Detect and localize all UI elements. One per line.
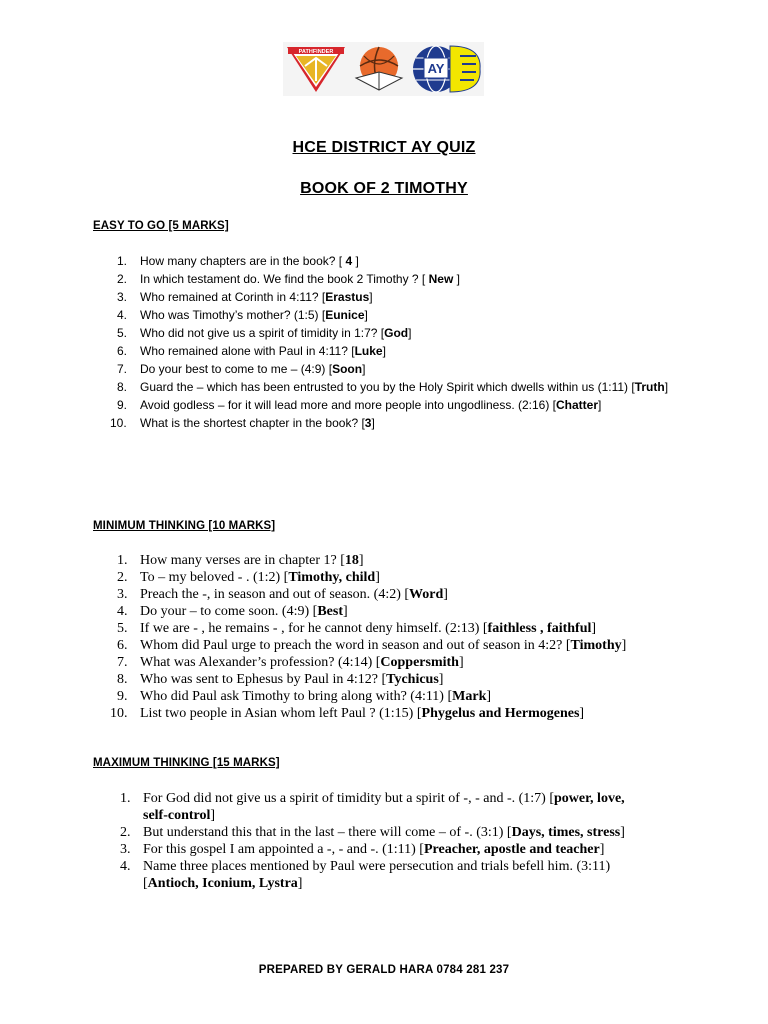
question-item bbox=[93, 637, 693, 654]
answer-bracket-close: ] bbox=[443, 587, 448, 602]
question-text: Who was Timothy’s mother? (1:5) [ bbox=[140, 308, 326, 322]
question-item bbox=[93, 841, 653, 858]
question-number: 3. bbox=[120, 842, 131, 857]
answer-bracket-close: ] bbox=[342, 604, 348, 619]
answer-bracket-close: ] bbox=[210, 808, 216, 823]
ay-globe-logo bbox=[410, 44, 482, 94]
question-number: 9. bbox=[117, 398, 128, 412]
question-number: 8. bbox=[117, 380, 128, 394]
question-number: 8. bbox=[117, 672, 128, 687]
answer-bracket-close: ] bbox=[369, 290, 373, 304]
question-text: Who did not give us a spirit of timidity in 1:7? [ bbox=[140, 326, 385, 340]
page-title: HCE DISTRICT AY QUIZ bbox=[292, 139, 476, 156]
question-list-maximum bbox=[93, 790, 653, 892]
answer-bracket-close: ] bbox=[453, 272, 460, 286]
question-number: 2. bbox=[120, 825, 131, 840]
answer-bracket-close: ] bbox=[358, 553, 364, 568]
question-item bbox=[93, 414, 693, 432]
answer-text: 18 bbox=[344, 553, 359, 568]
pathfinder-logo bbox=[285, 44, 347, 94]
answer-bracket-close: ] bbox=[352, 254, 359, 268]
answer-text: Coppersmith bbox=[380, 655, 459, 670]
question-number: 4. bbox=[117, 308, 128, 322]
question-number: 4. bbox=[117, 604, 128, 619]
ay-logo-text: AY bbox=[427, 61, 445, 76]
answer-text: 3 bbox=[364, 416, 372, 430]
header-logos bbox=[283, 42, 484, 96]
answer-bracket-close: ] bbox=[362, 362, 366, 376]
answer-text: Erastus bbox=[325, 290, 370, 304]
question-number: 6. bbox=[117, 344, 128, 358]
question-text: Guard the – which has been entrusted to you by the Holy Spirit which dwells within us (1:11) [ bbox=[140, 380, 635, 394]
answer-bracket-close: ] bbox=[382, 344, 386, 358]
question-number: 4. bbox=[120, 859, 131, 874]
question-item bbox=[93, 306, 693, 324]
answer-text: Antioch, Iconium, Lystra bbox=[147, 876, 298, 891]
question-item bbox=[93, 824, 653, 841]
question-number: 10. bbox=[110, 706, 128, 721]
answer-text: power, love, self-control bbox=[143, 791, 625, 823]
answer-bracket-close: ] bbox=[621, 638, 627, 653]
answer-bracket-close: ] bbox=[458, 655, 464, 670]
question-text: If we are - , he remains - , for he cannot deny himself. (2:13) [ bbox=[140, 621, 488, 636]
answer-text: Mark bbox=[452, 689, 487, 704]
question-text: To – my beloved - . (1:2) [ bbox=[140, 570, 289, 585]
question-text: Who did Paul ask Timothy to bring along with? (4:11) [ bbox=[140, 689, 453, 704]
answer-text: Eunice bbox=[325, 308, 365, 322]
question-number: 6. bbox=[117, 638, 128, 653]
answer-text: Days, times, stress bbox=[511, 825, 621, 840]
answer-bracket-close: ] bbox=[375, 570, 380, 585]
question-item bbox=[93, 324, 693, 342]
question-number: 5. bbox=[117, 621, 128, 636]
question-item bbox=[93, 252, 693, 270]
question-text: Who was sent to Ephesus by Paul in 4:12? [ bbox=[140, 672, 387, 687]
answer-text: Soon bbox=[332, 362, 363, 376]
answer-text: 4 bbox=[345, 254, 353, 268]
answer-text: faithless , faithful bbox=[487, 621, 592, 636]
section-heading-maximum: MAXIMUM THINKING [15 MARKS] bbox=[93, 757, 280, 769]
question-list-easy bbox=[93, 252, 693, 432]
answer-bracket-close: ] bbox=[620, 825, 625, 840]
question-text: How many verses are in chapter 1? [ bbox=[140, 553, 345, 568]
question-item bbox=[93, 569, 693, 586]
question-item bbox=[93, 396, 693, 414]
answer-text: Luke bbox=[354, 344, 383, 358]
question-number: 7. bbox=[117, 362, 128, 376]
question-number: 1. bbox=[117, 254, 128, 268]
question-number: 7. bbox=[117, 655, 128, 670]
answer-text: Best bbox=[317, 604, 343, 619]
answer-text: Word bbox=[409, 587, 444, 602]
answer-bracket-close: ] bbox=[371, 416, 375, 430]
footer-credit: PREPARED BY GERALD HARA 0784 281 237 bbox=[258, 964, 510, 976]
question-number: 3. bbox=[117, 290, 128, 304]
answer-bracket-close: ] bbox=[438, 672, 444, 687]
question-text: Preach the -, in season and out of season. (4:2) [ bbox=[140, 587, 410, 602]
answer-bracket-close: ] bbox=[591, 621, 597, 636]
answer-text: Truth bbox=[634, 380, 665, 394]
answer-bracket-close: ] bbox=[486, 689, 492, 704]
question-text: How many chapters are in the book? [ bbox=[140, 254, 346, 268]
question-item bbox=[93, 360, 693, 378]
question-number: 10. bbox=[110, 416, 127, 430]
question-text: Who remained at Corinth in 4:11? [ bbox=[140, 290, 326, 304]
question-text: For God did not give us a spirit of timidity but a spirit of -, - and -. (1:7) [ bbox=[143, 791, 555, 806]
question-text: In which testament do. We find the book 2 Timothy ? [ bbox=[140, 272, 429, 286]
answer-text: New bbox=[428, 272, 454, 286]
question-item bbox=[93, 603, 693, 620]
question-text: What is the shortest chapter in the book? [ bbox=[140, 416, 365, 430]
question-item bbox=[93, 671, 693, 688]
question-text: Who remained alone with Paul in 4:11? [ bbox=[140, 344, 355, 358]
section-heading-minimum: MINIMUM THINKING [10 MARKS] bbox=[93, 520, 276, 532]
question-number: 2. bbox=[117, 272, 128, 286]
answer-text: Tychicus bbox=[386, 672, 439, 687]
answer-bracket-close: ] bbox=[579, 706, 585, 721]
question-text: Name three places mentioned by Paul were persecution and trials befell him. (3:11) [ bbox=[143, 859, 611, 891]
question-list-minimum bbox=[93, 552, 693, 722]
answer-text: Timothy, child bbox=[288, 570, 376, 585]
question-item bbox=[93, 705, 693, 722]
question-text: But understand this that in the last – there will come – of -. (3:1) [ bbox=[143, 825, 512, 840]
question-number: 2. bbox=[117, 570, 128, 585]
question-item bbox=[93, 620, 693, 637]
question-item bbox=[93, 378, 693, 396]
answer-text: Preacher, apostle and teacher bbox=[423, 842, 600, 857]
question-item bbox=[93, 688, 693, 705]
page-subtitle: BOOK OF 2 TIMOTHY bbox=[300, 180, 468, 197]
question-item bbox=[93, 586, 693, 603]
answer-text: God bbox=[384, 326, 409, 340]
question-number: 3. bbox=[117, 587, 128, 602]
question-number: 1. bbox=[117, 553, 128, 568]
basketball-book-icon bbox=[350, 44, 408, 94]
question-number: 5. bbox=[117, 326, 128, 340]
question-item bbox=[93, 552, 693, 569]
answer-bracket-close: ] bbox=[297, 876, 303, 891]
question-item bbox=[93, 270, 693, 288]
question-item bbox=[93, 288, 693, 306]
answer-bracket-close: ] bbox=[599, 842, 605, 857]
answer-bracket-close: ] bbox=[664, 380, 669, 394]
answer-bracket-close: ] bbox=[364, 308, 368, 322]
question-item bbox=[93, 654, 693, 671]
question-text: Do your best to come to me – (4:9) [ bbox=[140, 362, 333, 376]
question-number: 1. bbox=[120, 791, 131, 806]
question-text: For this gospel I am appointed a -, - and -. (1:11) [ bbox=[143, 842, 424, 857]
question-number: 9. bbox=[117, 689, 128, 704]
question-item bbox=[93, 342, 693, 360]
question-text: What was Alexander’s profession? (4:14) [ bbox=[140, 655, 381, 670]
question-item bbox=[93, 790, 653, 824]
answer-bracket-close: ] bbox=[408, 326, 412, 340]
pathfinder-logo-text: PATHFINDER bbox=[298, 49, 334, 55]
question-item bbox=[93, 858, 653, 892]
question-text: Whom did Paul urge to preach the word in season and out of season in 4:2? [ bbox=[140, 638, 571, 653]
answer-text: Phygelus and Hermogenes bbox=[421, 706, 580, 721]
question-text: Do your – to come soon. (4:9) [ bbox=[140, 604, 318, 619]
question-text: List two people in Asian whom left Paul ? (1:15) [ bbox=[140, 706, 422, 721]
answer-text: Timothy bbox=[570, 638, 622, 653]
answer-bracket-close: ] bbox=[598, 398, 602, 412]
question-text: Avoid godless – for it will lead more and more people into ungodliness. (2:16) [ bbox=[140, 398, 557, 412]
section-heading-easy: EASY TO GO [5 MARKS] bbox=[93, 220, 229, 232]
answer-text: Chatter bbox=[556, 398, 599, 412]
